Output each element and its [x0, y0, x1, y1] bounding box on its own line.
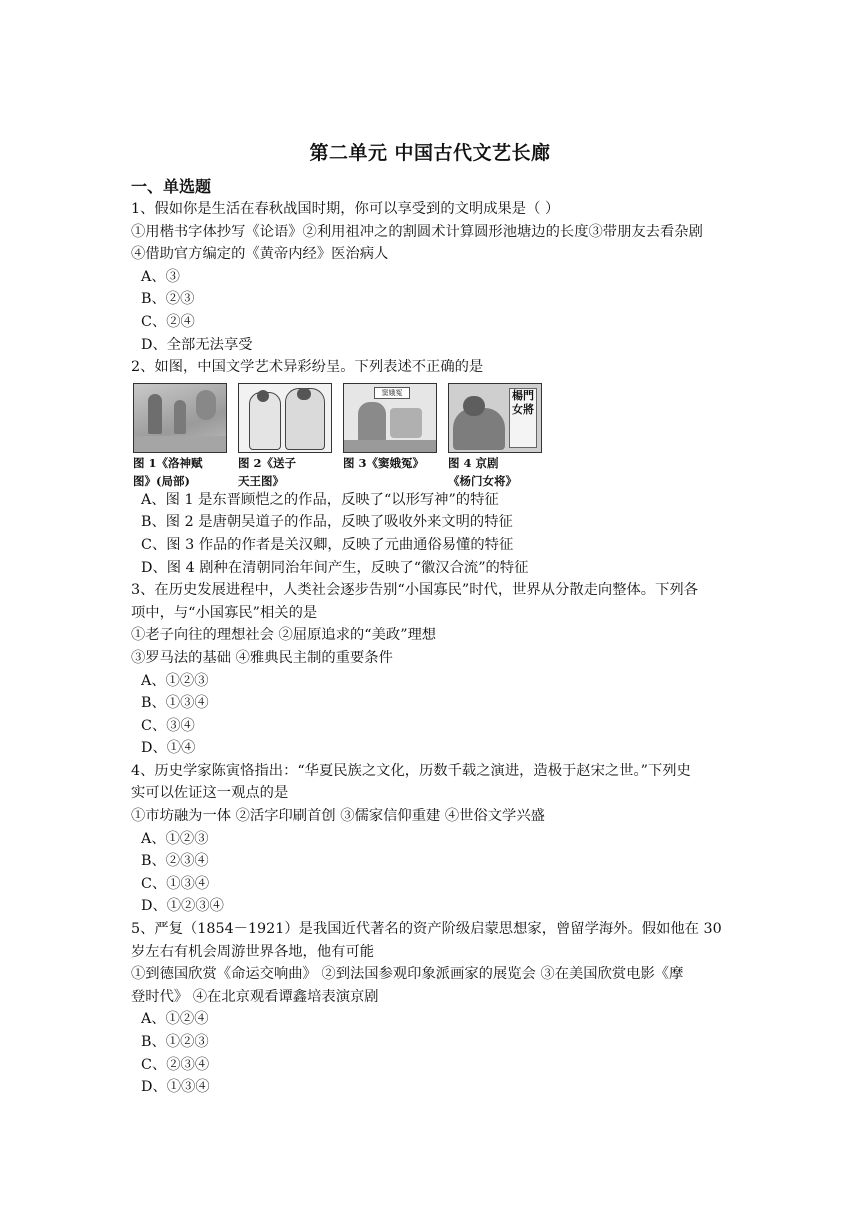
question-4-option-b: B、②③④ — [141, 853, 209, 870]
figure-1-caption-2: 图》(局部) — [133, 473, 190, 488]
figure-4-caption-2: 《杨门女将》 — [448, 473, 517, 488]
figure-2-image — [238, 383, 332, 453]
question-3-item-line-1: ①老子向往的理想社会 ②屈原追求的“美政”理想 — [131, 627, 437, 644]
question-2-stem: 2、如图，中国文学艺术异彩纷呈。下列表述不正确的是 — [131, 359, 484, 376]
question-3-option-b: B、①③④ — [141, 695, 209, 712]
figure-3 — [343, 383, 445, 485]
question-4-item-line-1: ①市坊融为一体 ②活字印刷首创 ③儒家信仰重建 ④世俗文学兴盛 — [131, 808, 545, 825]
question-1-option-c: C、②④ — [141, 313, 195, 330]
question-5-stem-line-1: 5、严复（1854－1921）是我国近代著名的资产阶级启蒙思想家，曾留学海外。假如他在 30 — [131, 921, 722, 938]
question-3-option-d: D、①④ — [141, 740, 196, 757]
question-5-option-a: A、①②④ — [141, 1011, 209, 1028]
figure-4 — [448, 383, 550, 488]
question-5-option-c: C、②③④ — [141, 1056, 210, 1073]
question-1-option-d: D、全部无法享受 — [141, 336, 253, 353]
figure-4-image — [448, 383, 542, 453]
question-4-option-c: C、①③④ — [141, 875, 210, 892]
question-1-option-b: B、②③ — [141, 291, 195, 308]
question-5-item-line-2: 登时代》 ④在北京观看谭鑫培表演京剧 — [131, 988, 379, 1005]
figure-3-image — [343, 383, 437, 453]
question-1-option-a: A、③ — [141, 268, 180, 285]
question-2-option-c: C、图 3 作品的作者是关汉卿，反映了元曲通俗易懂的特征 — [141, 536, 514, 553]
question-5-option-b: B、①②③ — [141, 1034, 209, 1050]
question-3-item-line-2: ③罗马法的基础 ④雅典民主制的重要条件 — [131, 649, 393, 666]
figure-1 — [133, 383, 235, 488]
figure-4-banner: 楊門女將 — [509, 388, 537, 448]
question-5-stem-line-2: 岁左右有机会周游世界各地，他有可能 — [131, 943, 375, 960]
question-3-stem-line-1: 3、在历史发展进程中，人类社会逐步告别“小国寡民”时代，世界从分散走向整体。下列各 — [131, 582, 698, 599]
figure-3-caption-1: 图 3《窦娥冤》 — [343, 455, 425, 470]
question-3-option-c: C、③④ — [141, 717, 195, 734]
question-2-option-a: A、图 1 是东晋顾恺之的作品，反映了“以形写神”的特征 — [141, 491, 499, 508]
figure-1-image — [133, 383, 227, 453]
question-1-item-line-1: ①用楷书字体抄写《论语》②利用祖冲之的割圆术计算圆形池塘边的长度③带朋友去看杂剧 — [131, 223, 703, 240]
figure-1-caption-1: 图 1《洛神赋 — [133, 455, 203, 470]
question-2-option-d: D、图 4 剧种在清朝同治年间产生，反映了“徽汉合流”的特征 — [141, 559, 529, 576]
question-4-option-a: A、①②③ — [141, 830, 209, 847]
question-list — [131, 198, 731, 1099]
question-4-option-d: D、①②③④ — [141, 898, 224, 915]
figure-4-caption-1: 图 4 京剧 — [448, 455, 499, 470]
question-4-stem-line-2: 实可以佐证这一观点的是 — [131, 785, 289, 802]
figure-2-caption-2: 天王图》 — [238, 473, 284, 488]
figure-2-caption-1: 图 2《送子 — [238, 455, 297, 470]
section-heading: 一、单选题 — [131, 177, 212, 196]
question-2-figures — [133, 383, 731, 488]
question-3-stem-line-2: 项中，与“小国寡民”相关的是 — [131, 604, 318, 621]
question-1-stem: 1、假如你是生活在春秋战国时期，你可以享受到的文明成果是（ ） — [131, 201, 560, 217]
page-title: 第二单元 中国古代文艺长廊 — [309, 142, 551, 164]
question-2-option-b: B、图 2 是唐朝吴道子的作品，反映了吸收外来文明的特征 — [141, 514, 513, 531]
question-3-option-a: A、①②③ — [141, 672, 209, 689]
question-5-option-d: D、①③④ — [141, 1079, 210, 1096]
question-1-item-line-2: ④借助官方编定的《黄帝内经》医治病人 — [131, 246, 389, 263]
question-4-stem-line-1: 4、历史学家陈寅恪指出：“华夏民族之文化，历数千载之演进，造极于赵宋之世。”下列史 — [131, 762, 691, 779]
figure-3-banner: 窦娥冤 — [374, 387, 410, 399]
figure-2 — [238, 383, 340, 488]
question-5-item-line-1: ①到德国欣赏《命运交响曲》 ②到法国参观印象派画家的展览会 ③在美国欣赏电影《摩 — [131, 966, 684, 983]
